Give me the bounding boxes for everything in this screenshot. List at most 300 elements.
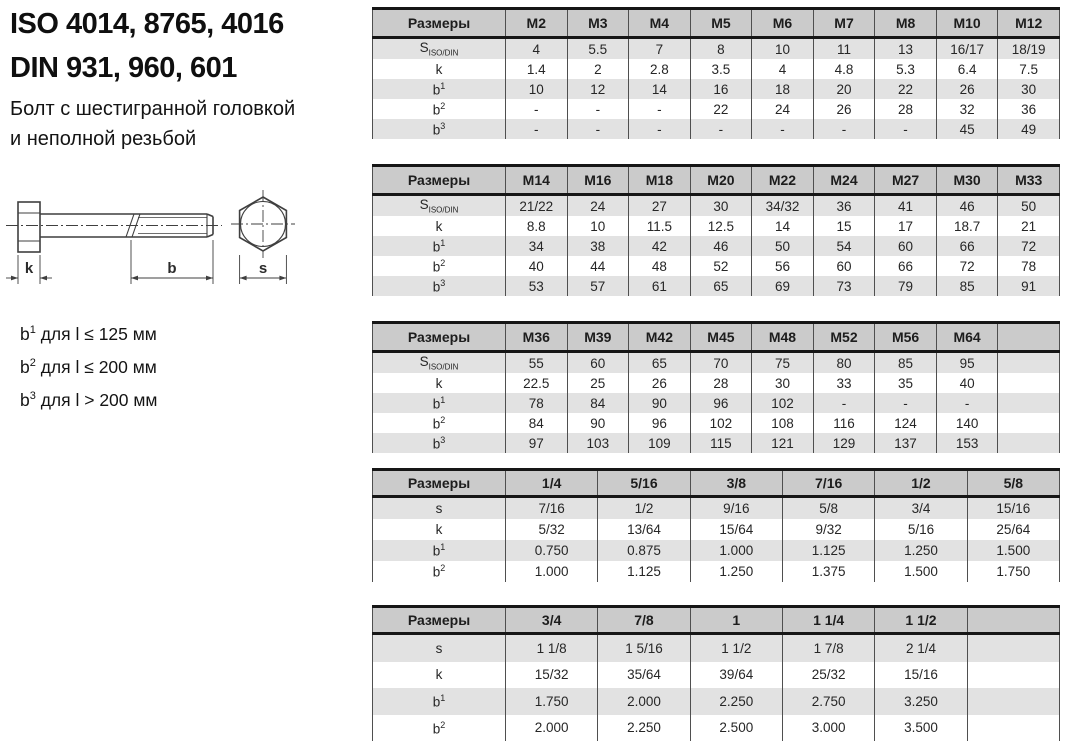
row-label: k: [373, 59, 506, 79]
size-column-header: M36: [506, 323, 568, 352]
bolt-drawing: [0, 157, 320, 297]
value-cell: 30: [690, 195, 752, 217]
value-cell: 1.000: [506, 561, 598, 582]
dimension-table-4: [372, 468, 1060, 582]
value-cell: 38: [567, 236, 629, 256]
value-cell: 2.500: [690, 715, 782, 741]
value-cell: 6.4: [936, 59, 998, 79]
header-row: [373, 607, 1060, 634]
value-cell: 14: [629, 79, 691, 99]
value-cell: 121: [752, 433, 814, 453]
value-cell: 40: [506, 256, 568, 276]
size-column-header: M20: [690, 166, 752, 195]
value-cell: -: [567, 99, 629, 119]
value-cell: -: [629, 119, 691, 139]
value-cell: 46: [690, 236, 752, 256]
value-cell: 1/2: [598, 497, 690, 520]
size-column-header: M48: [752, 323, 814, 352]
value-cell: 8.8: [506, 216, 568, 236]
value-cell: 34: [506, 236, 568, 256]
dimension-table-3: [372, 321, 1060, 453]
value-cell: 20: [813, 79, 875, 99]
value-cell: 140: [936, 413, 998, 433]
value-cell: 57: [567, 276, 629, 296]
value-cell: 22.5: [506, 373, 568, 393]
left-panel: [0, 0, 372, 720]
page-subtitle: [10, 94, 295, 154]
value-cell: 36: [813, 195, 875, 217]
row-label: $b^1$: [373, 540, 506, 561]
value-cell: 5/16: [875, 519, 967, 540]
value-cell: 32: [936, 99, 998, 119]
row-label: $b^1$: [373, 79, 506, 99]
value-cell: 36: [998, 99, 1060, 119]
value-cell: [998, 373, 1060, 393]
value-cell: 30: [998, 79, 1060, 99]
row-label: k: [373, 519, 506, 540]
size-column-header: M3: [567, 9, 629, 38]
value-cell: -: [875, 393, 937, 413]
value-cell: 61: [629, 276, 691, 296]
footnotes: [20, 316, 157, 414]
value-cell: 7/16: [506, 497, 598, 520]
dimension-table-1: [372, 7, 1060, 139]
subtitle-line-1: Болт с шестигранной головкой: [10, 94, 295, 124]
value-cell: 1.125: [782, 540, 874, 561]
value-cell: 1.250: [875, 540, 967, 561]
value-cell: 26: [813, 99, 875, 119]
value-cell: 96: [629, 413, 691, 433]
value-cell: 1.750: [967, 561, 1059, 582]
size-column-header: M52: [813, 323, 875, 352]
row-label: k: [373, 216, 506, 236]
size-column-header: 5/16: [598, 470, 690, 497]
value-cell: -: [567, 119, 629, 139]
value-cell: 18.7: [936, 216, 998, 236]
value-cell: 1.250: [690, 561, 782, 582]
dimension-labels: [25, 260, 267, 277]
value-cell: 39/64: [690, 662, 782, 689]
value-cell: [967, 715, 1059, 741]
value-cell: 41: [875, 195, 937, 217]
value-cell: 60: [567, 352, 629, 374]
table-row: [373, 715, 1060, 741]
value-cell: 3.5: [690, 59, 752, 79]
size-column-header: M4: [629, 9, 691, 38]
value-cell: 8: [690, 38, 752, 60]
value-cell: 108: [752, 413, 814, 433]
row-label-header: Размеры: [373, 166, 506, 195]
value-cell: [998, 433, 1060, 453]
value-cell: 153: [936, 433, 998, 453]
size-column-header: M14: [506, 166, 568, 195]
table-row: [373, 634, 1060, 662]
value-cell: 15/32: [506, 662, 598, 689]
value-cell: 21/22: [506, 195, 568, 217]
size-column-header: M10: [936, 9, 998, 38]
value-cell: 116: [813, 413, 875, 433]
value-cell: 96: [690, 393, 752, 413]
size-column-header: M30: [936, 166, 998, 195]
dim-label-k: k: [25, 260, 34, 277]
value-cell: 7: [629, 38, 691, 60]
value-cell: 95: [936, 352, 998, 374]
value-cell: 0.875: [598, 540, 690, 561]
value-cell: -: [875, 119, 937, 139]
row-label: $b^1$: [373, 393, 506, 413]
value-cell: 25/32: [782, 662, 874, 689]
value-cell: 10: [567, 216, 629, 236]
value-cell: 12: [567, 79, 629, 99]
footnote-b2: $b^2$ для l ≤ 200 мм: [20, 349, 157, 382]
value-cell: 14: [752, 216, 814, 236]
value-cell: 97: [506, 433, 568, 453]
value-cell: 84: [506, 413, 568, 433]
size-column-header: M22: [752, 166, 814, 195]
value-cell: 1.750: [506, 688, 598, 715]
row-label: $b^1$: [373, 236, 506, 256]
value-cell: 22: [690, 99, 752, 119]
table-row: [373, 195, 1060, 217]
size-column-header: M39: [567, 323, 629, 352]
value-cell: 109: [629, 433, 691, 453]
dimension-table-2: [372, 164, 1060, 296]
value-cell: 65: [629, 352, 691, 374]
header-row: [373, 9, 1060, 38]
value-cell: 78: [506, 393, 568, 413]
value-cell: 4.8: [813, 59, 875, 79]
value-cell: 137: [875, 433, 937, 453]
row-label: k: [373, 373, 506, 393]
value-cell: 50: [752, 236, 814, 256]
value-cell: 17: [875, 216, 937, 236]
value-cell: 16: [690, 79, 752, 99]
row-label: $S_{ISO/DIN}$: [373, 352, 506, 374]
row-label: $b^3$: [373, 433, 506, 453]
value-cell: 2 1/4: [875, 634, 967, 662]
value-cell: 1.125: [598, 561, 690, 582]
page-title: [10, 2, 284, 90]
value-cell: 49: [998, 119, 1060, 139]
value-cell: 60: [813, 256, 875, 276]
subtitle-line-2: и неполной резьбой: [10, 124, 295, 154]
row-label: $S_{ISO/DIN}$: [373, 38, 506, 60]
value-cell: 91: [998, 276, 1060, 296]
value-cell: 124: [875, 413, 937, 433]
value-cell: 9/16: [690, 497, 782, 520]
value-cell: 72: [936, 256, 998, 276]
value-cell: 28: [690, 373, 752, 393]
table-row: [373, 38, 1060, 60]
value-cell: [967, 662, 1059, 689]
size-column-header: M5: [690, 9, 752, 38]
value-cell: 48: [629, 256, 691, 276]
value-cell: [998, 413, 1060, 433]
table-row: [373, 413, 1060, 433]
value-cell: 11.5: [629, 216, 691, 236]
dim-label-b: b: [167, 260, 176, 277]
value-cell: -: [936, 393, 998, 413]
table-row: [373, 256, 1060, 276]
header-row: [373, 470, 1060, 497]
bolt-side-view: [6, 202, 222, 252]
value-cell: 5/32: [506, 519, 598, 540]
table-row: [373, 276, 1060, 296]
row-label: s: [373, 634, 506, 662]
value-cell: 66: [936, 236, 998, 256]
value-cell: 52: [690, 256, 752, 276]
value-cell: 0.750: [506, 540, 598, 561]
value-cell: 2.250: [598, 715, 690, 741]
value-cell: 35: [875, 373, 937, 393]
title-iso: ISO 4014, 8765, 4016: [10, 2, 284, 46]
value-cell: 1.4: [506, 59, 568, 79]
value-cell: [967, 634, 1059, 662]
size-column-header: M18: [629, 166, 691, 195]
row-label: $b^2$: [373, 99, 506, 119]
value-cell: 4: [506, 38, 568, 60]
table-row: [373, 433, 1060, 453]
value-cell: -: [752, 119, 814, 139]
table-row: [373, 59, 1060, 79]
value-cell: 115: [690, 433, 752, 453]
value-cell: 1.000: [690, 540, 782, 561]
value-cell: 65: [690, 276, 752, 296]
row-label: $b^2$: [373, 413, 506, 433]
value-cell: 80: [813, 352, 875, 374]
table-row: [373, 236, 1060, 256]
value-cell: 35/64: [598, 662, 690, 689]
table-row: [373, 99, 1060, 119]
value-cell: 129: [813, 433, 875, 453]
table-row: [373, 519, 1060, 540]
value-cell: 102: [690, 413, 752, 433]
size-column-header: M27: [875, 166, 937, 195]
table-row: [373, 497, 1060, 520]
row-label: $b^2$: [373, 715, 506, 741]
value-cell: 4: [752, 59, 814, 79]
value-cell: 33: [813, 373, 875, 393]
value-cell: -: [629, 99, 691, 119]
size-column-header: 1/2: [875, 470, 967, 497]
row-label: $b^2$: [373, 256, 506, 276]
row-label: $b^3$: [373, 119, 506, 139]
row-label: $S_{ISO/DIN}$: [373, 195, 506, 217]
value-cell: -: [813, 393, 875, 413]
dim-label-s: s: [259, 260, 267, 277]
value-cell: 10: [752, 38, 814, 60]
value-cell: 53: [506, 276, 568, 296]
value-cell: 2: [567, 59, 629, 79]
size-column-header: M45: [690, 323, 752, 352]
table-row: [373, 119, 1060, 139]
size-column-header: M33: [998, 166, 1060, 195]
value-cell: 2.8: [629, 59, 691, 79]
row-label-header: Размеры: [373, 470, 506, 497]
table-row: [373, 561, 1060, 582]
value-cell: 26: [936, 79, 998, 99]
value-cell: 55: [506, 352, 568, 374]
value-cell: 40: [936, 373, 998, 393]
size-column-header: 3/4: [506, 607, 598, 634]
value-cell: 15/16: [967, 497, 1059, 520]
value-cell: 1 1/8: [506, 634, 598, 662]
value-cell: 1.500: [875, 561, 967, 582]
value-cell: -: [813, 119, 875, 139]
value-cell: -: [506, 119, 568, 139]
value-cell: 103: [567, 433, 629, 453]
size-column-header: M24: [813, 166, 875, 195]
value-cell: 34/32: [752, 195, 814, 217]
size-column-header: 1/4: [506, 470, 598, 497]
value-cell: 85: [936, 276, 998, 296]
footnote-b3: $b^3$ для l > 200 мм: [20, 382, 157, 415]
size-column-header: [998, 323, 1060, 352]
row-label: $b^2$: [373, 561, 506, 582]
value-cell: 2.750: [782, 688, 874, 715]
value-cell: 90: [567, 413, 629, 433]
value-cell: 3/4: [875, 497, 967, 520]
value-cell: 2.000: [598, 688, 690, 715]
table-row: [373, 688, 1060, 715]
value-cell: 18: [752, 79, 814, 99]
value-cell: 50: [998, 195, 1060, 217]
row-label: $b^1$: [373, 688, 506, 715]
dimension-table-5: [372, 605, 1060, 741]
value-cell: 85: [875, 352, 937, 374]
value-cell: 102: [752, 393, 814, 413]
value-cell: 1.375: [782, 561, 874, 582]
size-column-header: 3/8: [690, 470, 782, 497]
table-row: [373, 79, 1060, 99]
value-cell: 60: [875, 236, 937, 256]
size-column-header: 7/8: [598, 607, 690, 634]
value-cell: 1 1/2: [690, 634, 782, 662]
value-cell: 15: [813, 216, 875, 236]
value-cell: 13/64: [598, 519, 690, 540]
value-cell: 25: [567, 373, 629, 393]
value-cell: 90: [629, 393, 691, 413]
value-cell: 3.500: [875, 715, 967, 741]
size-column-header: M6: [752, 9, 814, 38]
value-cell: -: [690, 119, 752, 139]
value-cell: [998, 393, 1060, 413]
value-cell: 56: [752, 256, 814, 276]
size-column-header: M16: [567, 166, 629, 195]
value-cell: 84: [567, 393, 629, 413]
size-column-header: M2: [506, 9, 568, 38]
size-column-header: M8: [875, 9, 937, 38]
value-cell: 2.250: [690, 688, 782, 715]
table-row: [373, 662, 1060, 689]
footnote-b1: $b^1$ для l ≤ 125 мм: [20, 316, 157, 349]
value-cell: 15/64: [690, 519, 782, 540]
value-cell: 16/17: [936, 38, 998, 60]
row-label-header: Размеры: [373, 9, 506, 38]
value-cell: 54: [813, 236, 875, 256]
value-cell: 73: [813, 276, 875, 296]
bolt-hex-view: [231, 190, 295, 258]
value-cell: 26: [629, 373, 691, 393]
value-cell: 7.5: [998, 59, 1060, 79]
value-cell: -: [506, 99, 568, 119]
table-row: [373, 393, 1060, 413]
row-label-header: Размеры: [373, 607, 506, 634]
table-row: [373, 216, 1060, 236]
value-cell: [998, 352, 1060, 374]
value-cell: 45: [936, 119, 998, 139]
dimension-lines: [6, 240, 286, 284]
value-cell: 46: [936, 195, 998, 217]
value-cell: 5.5: [567, 38, 629, 60]
value-cell: 42: [629, 236, 691, 256]
value-cell: 11: [813, 38, 875, 60]
header-row: [373, 323, 1060, 352]
row-label: $b^3$: [373, 276, 506, 296]
value-cell: 1 5/16: [598, 634, 690, 662]
value-cell: 12.5: [690, 216, 752, 236]
value-cell: 79: [875, 276, 937, 296]
size-column-header: M64: [936, 323, 998, 352]
size-column-header: [967, 607, 1059, 634]
value-cell: 75: [752, 352, 814, 374]
header-row: [373, 166, 1060, 195]
size-column-header: 7/16: [782, 470, 874, 497]
value-cell: 78: [998, 256, 1060, 276]
tables-column: [372, 0, 1060, 741]
size-column-header: M56: [875, 323, 937, 352]
table-row: [373, 352, 1060, 374]
size-column-header: 1 1/2: [875, 607, 967, 634]
value-cell: 1 7/8: [782, 634, 874, 662]
row-label-header: Размеры: [373, 323, 506, 352]
table-row: [373, 373, 1060, 393]
row-label: s: [373, 497, 506, 520]
value-cell: 5/8: [782, 497, 874, 520]
size-column-header: M42: [629, 323, 691, 352]
value-cell: 5.3: [875, 59, 937, 79]
size-column-header: M7: [813, 9, 875, 38]
value-cell: 69: [752, 276, 814, 296]
value-cell: 70: [690, 352, 752, 374]
title-din: DIN 931, 960, 601: [10, 46, 284, 90]
value-cell: 30: [752, 373, 814, 393]
value-cell: 3.250: [875, 688, 967, 715]
value-cell: 9/32: [782, 519, 874, 540]
value-cell: 72: [998, 236, 1060, 256]
value-cell: 28: [875, 99, 937, 119]
value-cell: 2.000: [506, 715, 598, 741]
row-label: k: [373, 662, 506, 689]
size-column-header: 1: [690, 607, 782, 634]
value-cell: 24: [567, 195, 629, 217]
value-cell: 10: [506, 79, 568, 99]
value-cell: 25/64: [967, 519, 1059, 540]
size-column-header: 1 1/4: [782, 607, 874, 634]
value-cell: 1.500: [967, 540, 1059, 561]
value-cell: 44: [567, 256, 629, 276]
value-cell: 22: [875, 79, 937, 99]
value-cell: [967, 688, 1059, 715]
value-cell: 18/19: [998, 38, 1060, 60]
size-column-header: 5/8: [967, 470, 1059, 497]
value-cell: 13: [875, 38, 937, 60]
value-cell: 3.000: [782, 715, 874, 741]
table-row: [373, 540, 1060, 561]
value-cell: 21: [998, 216, 1060, 236]
size-column-header: M12: [998, 9, 1060, 38]
value-cell: 66: [875, 256, 937, 276]
